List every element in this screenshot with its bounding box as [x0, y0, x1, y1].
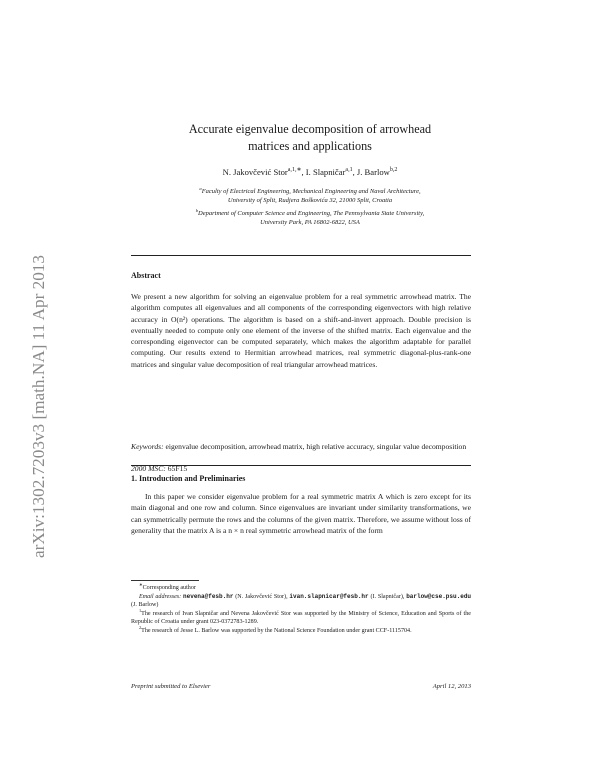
- footnote-corresponding: [131, 581, 471, 593]
- author-marks: a,1: [345, 167, 353, 174]
- author-name: I. Slapničar: [305, 167, 346, 177]
- arxiv-stamp-text: arXiv:1302.7203v3 [math.NA] 11 Apr 2013: [29, 255, 48, 558]
- footnote-text: Corresponding author: [142, 585, 196, 591]
- msc-value: 65F15: [167, 464, 188, 473]
- keywords-label: Keywords:: [131, 442, 164, 451]
- affiliation-mark: b: [195, 207, 199, 213]
- abstract-text: We present a new algorithm for solving an eigenvalue problem for a real symmetric arrowhead matrix. The algorithm computes all eigenvalues and all components of the corresponding eigenvectors with high relative accuracy in O(n²) operations. The algorithm is based on a shift-and-invert approach. Double precision is eventually needed to compute only one element of the inverse of the shifted matrix. Each eigenvalue and the corresponding eigenvector can be computed separately, which makes the algorithm adaptable for parallel computing. Our results extend to Hermitian arrowhead matrices, real symmetric diagonal-plus-rank-one matrices and singular value decomposition of real triangular arrowhead matrices.: [131, 292, 471, 369]
- footer-date: April 12, 2013: [432, 683, 471, 690]
- footnote-mark: 2: [139, 624, 142, 630]
- affiliation-line: University Park, PA 16802-6822, USA: [260, 219, 360, 226]
- footnote-rule: [131, 580, 199, 581]
- title-line-2: matrices and applications: [248, 139, 372, 153]
- affiliation-line: Faculty of Electrical Engineering, Mechanical Engineering and Naval Architecture,: [201, 188, 421, 195]
- email-owner: (N. Jakovčević Stor),: [235, 593, 288, 600]
- footnote-mark: ∗: [139, 581, 143, 587]
- affiliation-a: [150, 187, 470, 205]
- footnote-emails: [131, 592, 472, 613]
- footnotes: [131, 581, 472, 635]
- footnote-text: The research of Ivan Slapničar and Nevena Jakovčević Stor was supported by the Ministry of Science, Education and Sports of the Republic of Croatia under grant 023-0372783-1289.: [131, 610, 471, 625]
- msc-label: 2000 MSC:: [131, 464, 166, 473]
- email-owner: (J. Barlow): [131, 602, 159, 608]
- abstract-heading: Abstract: [131, 271, 161, 280]
- keywords-block: [131, 441, 471, 452]
- author-marks: b,2: [389, 167, 398, 174]
- author-marks: a,1,∗: [287, 167, 302, 174]
- email-label: Email addresses:: [139, 593, 182, 600]
- footer-submission: Preprint submitted to Elsevier: [131, 683, 211, 690]
- paper-title: [120, 121, 500, 155]
- affiliation-b: [150, 209, 470, 227]
- footnote-1: [131, 607, 471, 630]
- affiliation-line: Department of Computer Science and Engineering, The Pennsylvania State University,: [198, 210, 425, 217]
- section-text: In this paper we consider eigenvalue problem for a real symmetric matrix A which is zero except for its main diagonal and one row and column. Since eigenvalues are invariant under similarity transformations, we can symmetrically permute the rows and the columns of the given matrix. Therefore, we assume without loss of generality that the matrix A is a n × n real symmetric arrowhead matrix of the form: [131, 492, 471, 535]
- footnote-mark: 1: [139, 607, 142, 613]
- author-name: J. Barlow: [356, 167, 390, 177]
- email-link[interactable]: ivan.slapnicar@fesb.hr: [289, 592, 369, 600]
- affiliation-line: University of Split, Rudjera Boškovića 32, 21000 Split, Croatia: [227, 197, 393, 204]
- author-list: N. Jakovčević Stor$^{a,1,∗}$, I. Slapničar$^{a,1}$, J. Barlow$^{b,2}$: [222, 167, 398, 177]
- affiliation-mark: a: [199, 185, 202, 191]
- author-name: N. Jakovčević Stor: [222, 167, 288, 177]
- email-link[interactable]: barlow@cse.psu.edu: [406, 592, 472, 600]
- divider-bottom: [131, 465, 471, 466]
- email-owner: (I. Slapničar),: [370, 593, 405, 600]
- section-heading: 1. Introduction and Preliminaries: [131, 474, 246, 483]
- title-line-1: Accurate eigenvalue decomposition of arrowhead: [188, 122, 432, 136]
- arxiv-stamp: [18, 170, 54, 560]
- divider-top: [131, 255, 471, 256]
- footnote-2: [131, 624, 471, 636]
- keywords-text: eigenvalue decomposition, arrowhead matrix, high relative accuracy, singular value decomposition: [165, 442, 467, 451]
- email-link[interactable]: nevena@fesb.hr: [183, 592, 234, 600]
- footnote-text: The research of Jesse L. Barlow was supported by the National Science Foundation under grant CCF-1115704.: [141, 627, 412, 634]
